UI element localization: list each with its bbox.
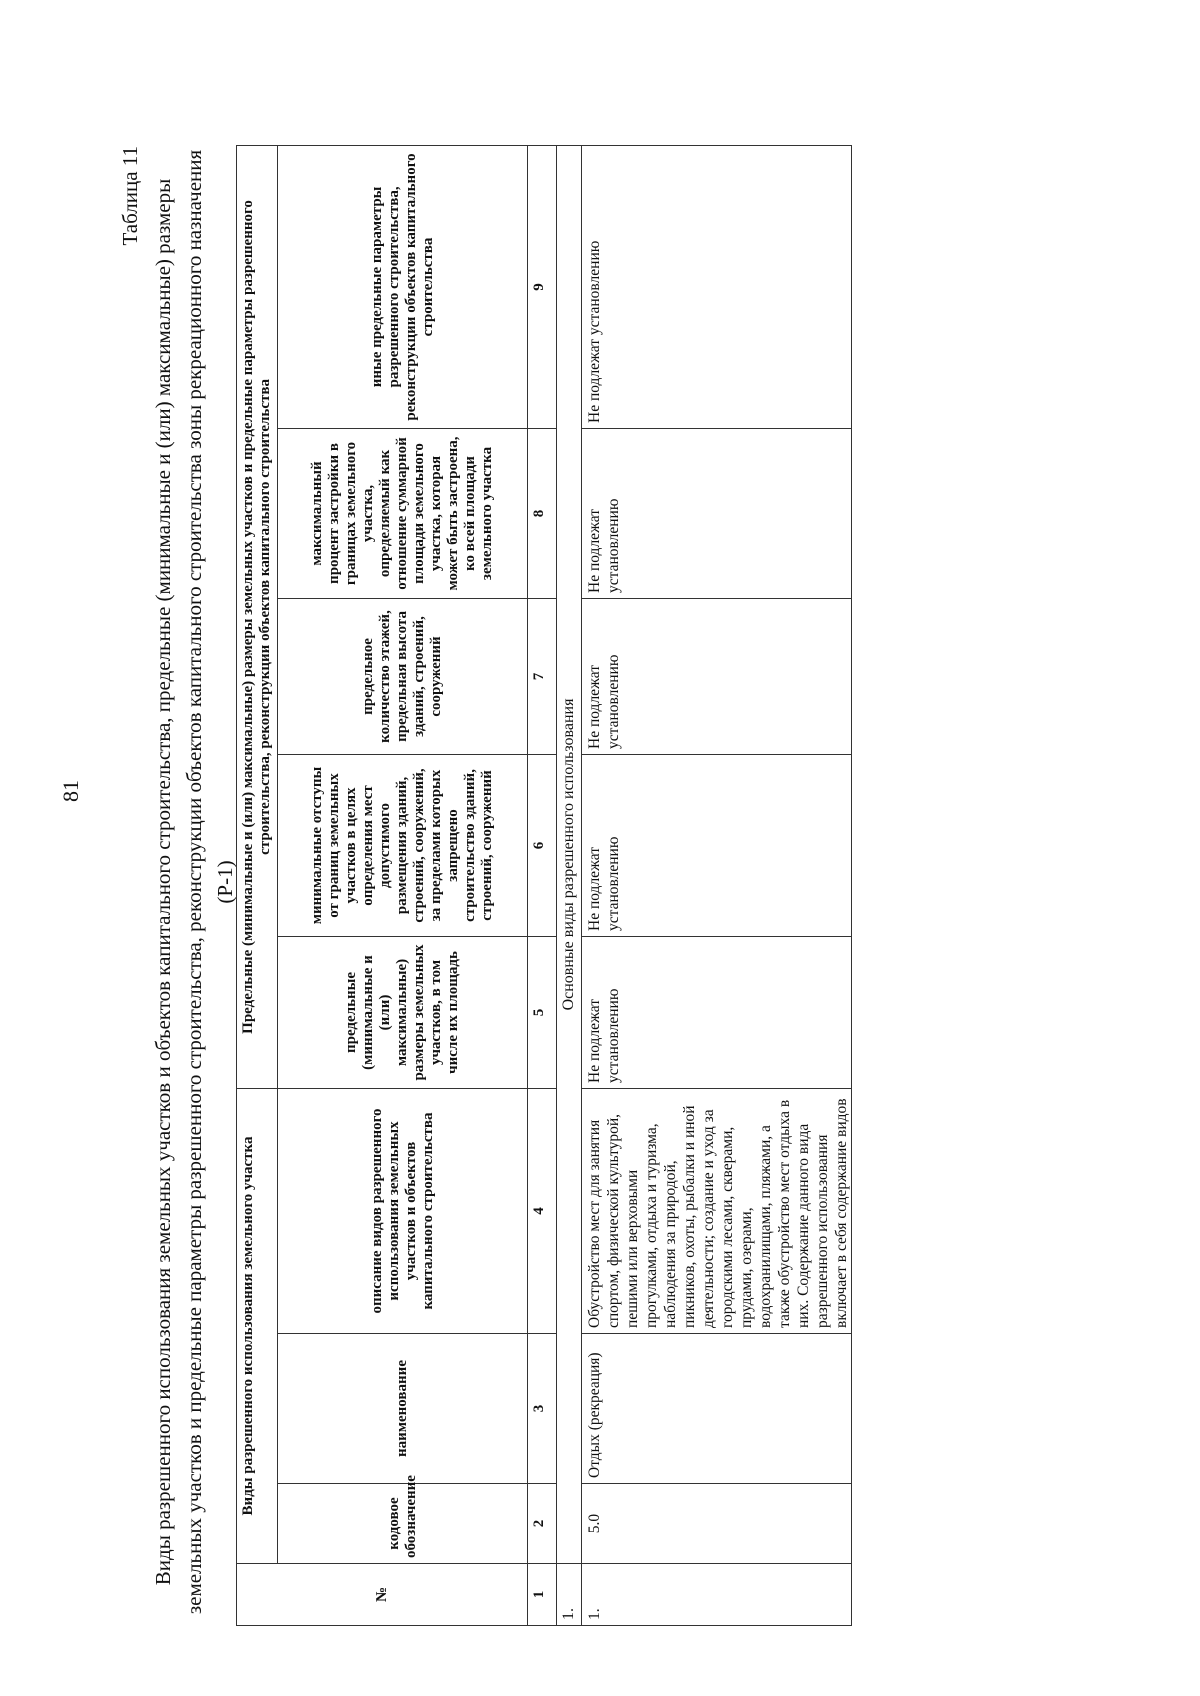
header-floors: предельное количество этажей, предельная высота зданий, строений, сооружений — [278, 598, 528, 754]
row-coverage: Не подлежат установлению — [582, 428, 852, 598]
header-params-group: Предельные (минимальные и (или) максимальные) размеры земельных участков и предельные параметры разрешенного строительства, реконструкции объектов капитального строительства — [237, 145, 278, 1088]
column-number: 5 — [528, 936, 557, 1088]
row-description: Обустройство мест для занятия спортом, физической культурой, пешими или верховыми прогулками, отдыха и туризма, наблюдения за природой, пикников, охоты, рыбалки и иной деятельности; создание и уход за городскими лесами, скверами, прудами, озерами, водохранилищами, пляжами, а также обустройство мест отдыха в них. Содержание данного вида разрешенного использования включает в себя содержание видов — [582, 1088, 852, 1333]
row-code: 5.0 — [582, 1484, 852, 1564]
row-setbacks: Не подлежат установлению — [582, 754, 852, 936]
regulations-table — [236, 145, 852, 1626]
column-number: 3 — [528, 1334, 557, 1484]
column-number: 7 — [528, 598, 557, 754]
section-row — [557, 145, 582, 1625]
column-number: 9 — [528, 145, 557, 428]
page-number: 81 — [58, 780, 83, 802]
rotated-document — [118, 112, 1098, 1652]
header-setbacks: минимальные отступы от границ земельных участков в целях определения мест допустимого размещения зданий, строений, сооружений, за пределами которых запрещено строительство зданий, строений, сооружений — [278, 754, 528, 936]
header-no: № — [237, 1564, 528, 1626]
header-coverage: максимальный процент застройки в границах земельного участка, определяемый как отношение суммарной площади земельного участка, которая может быть застроена, ко всей площади земельного участка — [278, 428, 528, 598]
document-heading: Виды разрешенного использования земельных участков и объектов капитального строительства, предельные (минимальные и (или) максимальные) размеры земельных участков и предельные параметры разрешенного строительства, реконструкции объектов капитального строительства зоны рекреационного назначения (Р-1) — [151, 149, 237, 1615]
column-number-row — [528, 145, 557, 1625]
row-name: Отдых (рекреация) — [582, 1334, 852, 1484]
header-description: описание видов разрешенного использования земельных участков и объектов капитального строительства — [278, 1088, 528, 1333]
column-number: 1 — [528, 1564, 557, 1626]
row-no: 1. — [582, 1564, 852, 1626]
table-row — [582, 145, 852, 1625]
column-number: 6 — [528, 754, 557, 936]
row-size: Не подлежат установлению — [582, 936, 852, 1088]
column-number: 8 — [528, 428, 557, 598]
row-floors: Не подлежат установлению — [582, 598, 852, 754]
header-name: наименование — [278, 1334, 528, 1484]
table-label: Таблица 11 — [118, 146, 142, 246]
header-other: иные предельные параметры разрешенного строительства, реконструкции объектов капитального строительства — [278, 145, 528, 428]
column-number: 2 — [528, 1484, 557, 1564]
header-size: предельные (минимальные и (или) максимальные) размеры земельных участков, в том числе их площадь — [278, 936, 528, 1088]
column-number: 4 — [528, 1088, 557, 1333]
header-code: кодовое обозначение — [278, 1484, 528, 1564]
section-title: Основные виды разрешенного использования — [557, 145, 582, 1563]
section-number: 1. — [557, 1564, 582, 1626]
row-other: Не подлежат установлению — [582, 145, 852, 428]
header-types-group: Виды разрешенного использования земельного участка — [237, 1088, 278, 1563]
